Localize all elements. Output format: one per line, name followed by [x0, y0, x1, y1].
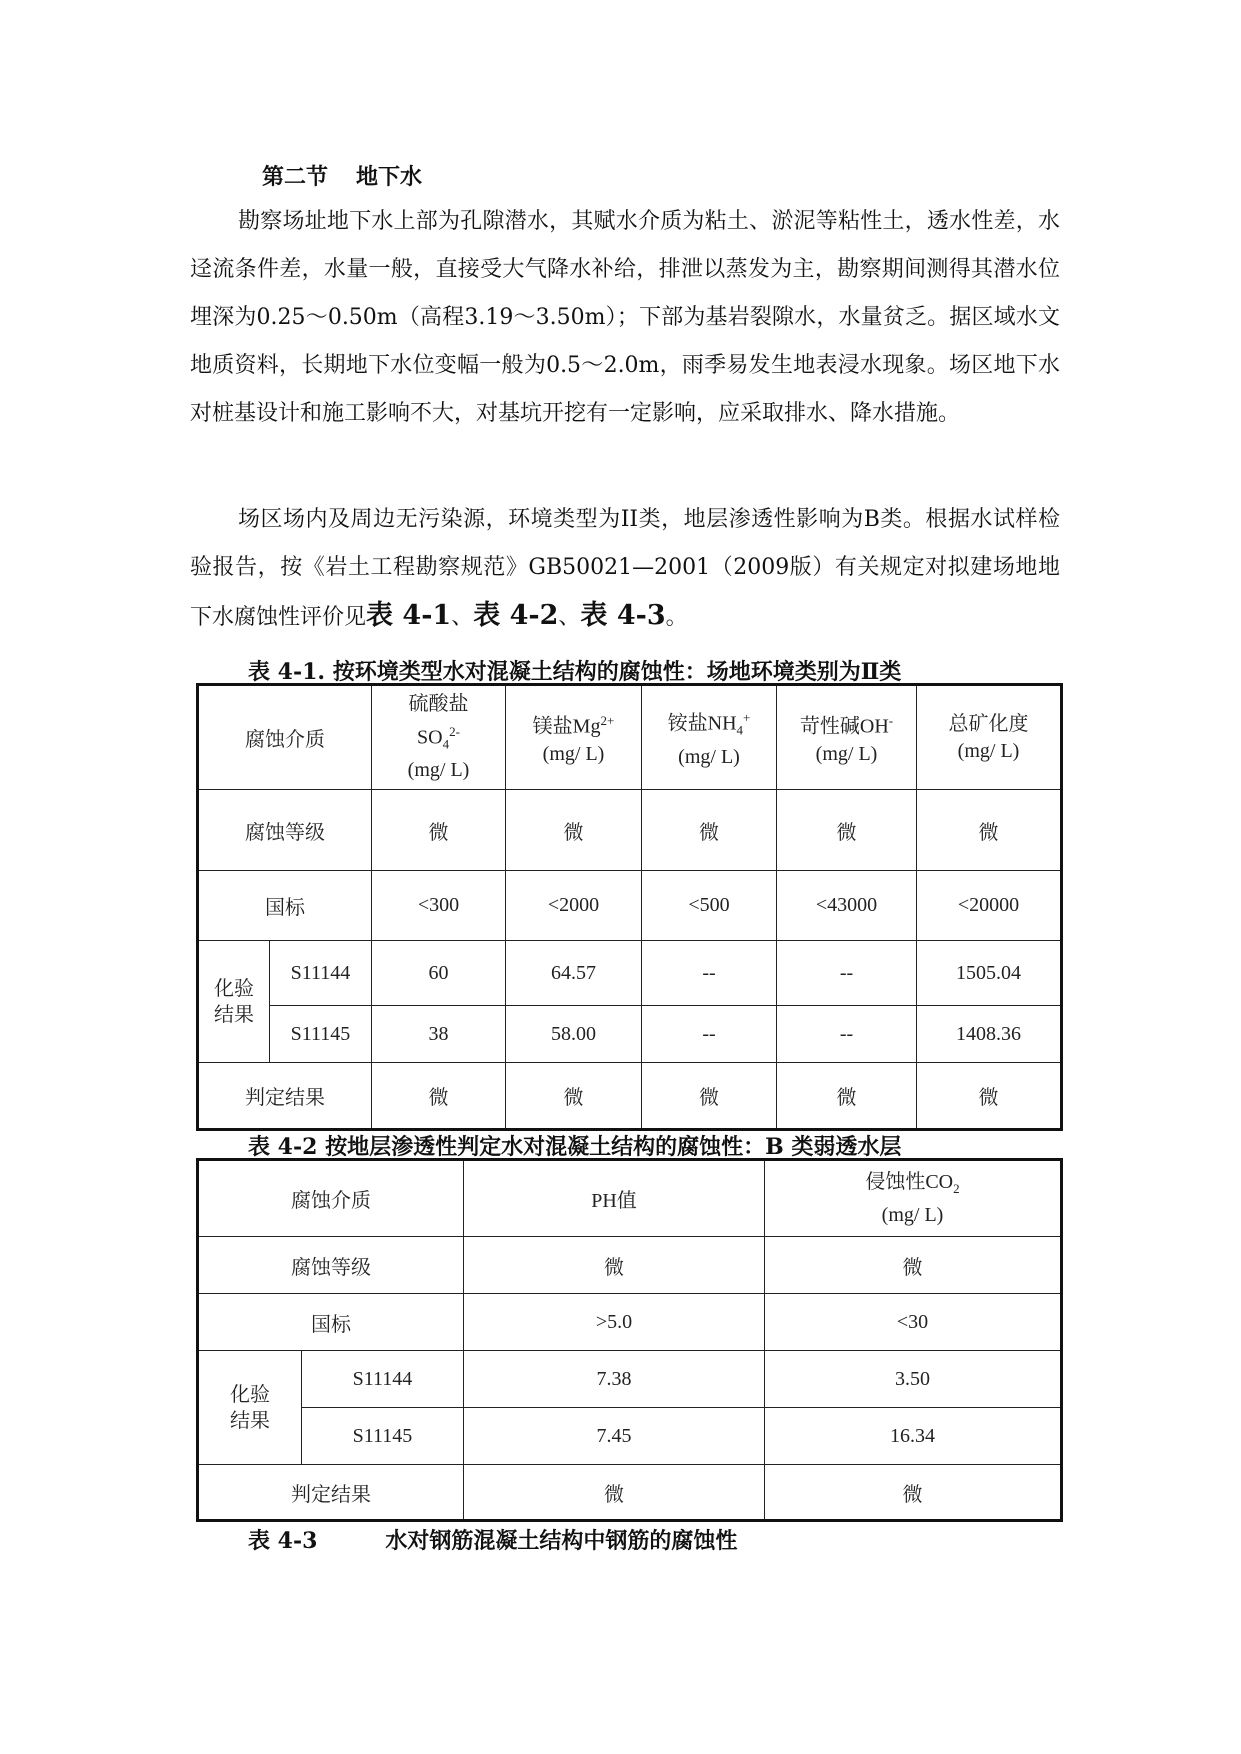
table1-corrosion-by-environment	[196, 683, 1063, 1131]
table3-title: 水对钢筋混凝土结构中钢筋的腐蚀性	[385, 1528, 738, 1554]
table2-caption: 表 4-2 按地层渗透性判定水对混凝土结构的腐蚀性：B 类弱透水层	[248, 1134, 902, 1160]
table-row: S11145 38 58.00 -- -- 1408.36	[198, 1006, 1062, 1063]
table-row: S11145 7.45 16.34	[198, 1408, 1062, 1465]
table-row: 腐蚀等级 微 微 微 微 微	[198, 790, 1062, 871]
table2-corrosion-by-permeability	[196, 1158, 1063, 1522]
header-medium: 腐蚀介质	[198, 1160, 464, 1237]
paragraph-groundwater: 勘察场址地下水上部为孔隙潜水，其赋水介质为粘土、淤泥等粘性土，透水性差，水迳流条件差，水量一般，直接受大气降水补给，排泄以蒸发为主，勘察期间测得其潜水位埋深为0.25～0.50m（高程3.19～3.50m）；下部为基岩裂隙水，水量贫乏。据区域水文地质资料，长期地下水位变幅一般为0.5～2.0m，雨季易发生地表浸水现象。场区地下水对桩基设计和施工影响不大，对基坑开挖有一定影响，应采取排水、降水措施。	[190, 209, 1060, 426]
table-row: 化验 结果 S11144 7.38 3.50	[198, 1351, 1062, 1408]
table-row: 腐蚀等级 微 微	[198, 1237, 1062, 1294]
table-row: 判定结果 微 微	[198, 1465, 1062, 1521]
section-heading	[262, 160, 422, 191]
header-ammonium: 铵盐$NH_4^+$ (mg/ L)	[642, 685, 777, 790]
section-title: 地下水	[356, 164, 423, 190]
table-row: 国标 >5.0 <30	[198, 1294, 1062, 1351]
paragraph-corrosion-text: 场区场内及周边无污染源，环境类型为II类，地层渗透性影响为B类。根据水试样检验报告，按《岩土工程勘察规范》GB50021—2001（2009版）有关规定对拟建场地地下水腐蚀性评价见	[190, 507, 1060, 630]
table-row: 国标 <300 <2000 <500 <43000 <20000	[198, 871, 1062, 941]
header-medium: 腐蚀介质	[198, 685, 372, 790]
header-mineralization: 总矿化度 (mg/ L)	[917, 685, 1062, 790]
header-magnesium: 镁盐$Mg^{2+}$ (mg/ L)	[506, 685, 642, 790]
table-row: 判定结果 微 微 微 微 微	[198, 1063, 1062, 1130]
section-number: 第二节	[262, 164, 329, 190]
table2-header-row	[198, 1160, 1062, 1237]
table-row: 化验 结果 S11144 60 64.57 -- -- 1505.04	[198, 941, 1062, 1006]
test-results-label: 化验 结果	[198, 941, 270, 1063]
table3-number: 表 4-3	[248, 1528, 318, 1554]
ref-separator: 、	[558, 605, 581, 630]
table3-caption	[248, 1524, 737, 1555]
header-sulfate: 硫酸盐 $SO_4^{2-}$ (mg/ L)	[372, 685, 506, 790]
header-ph: PH值	[464, 1160, 765, 1237]
paragraph-corrosion	[190, 496, 1060, 642]
test-results-label: 化验 结果	[198, 1351, 302, 1465]
header-caustic: 苛性碱OH- (mg/ L)	[777, 685, 917, 790]
header-co2: 侵蚀性$CO_2$ (mg/ L)	[765, 1160, 1062, 1237]
table-ref-4-2: 表 4-2	[473, 600, 559, 631]
table-ref-4-1: 表 4-1	[366, 600, 452, 631]
ref-separator: 、	[451, 605, 474, 630]
paragraph-end: 。	[665, 605, 688, 630]
table1-caption: 表 4-1. 按环境类型水对混凝土结构的腐蚀性：场地环境类别为Ⅱ类	[248, 659, 902, 685]
table1-header-row	[198, 685, 1062, 790]
table-ref-4-3: 表 4-3	[580, 600, 666, 631]
